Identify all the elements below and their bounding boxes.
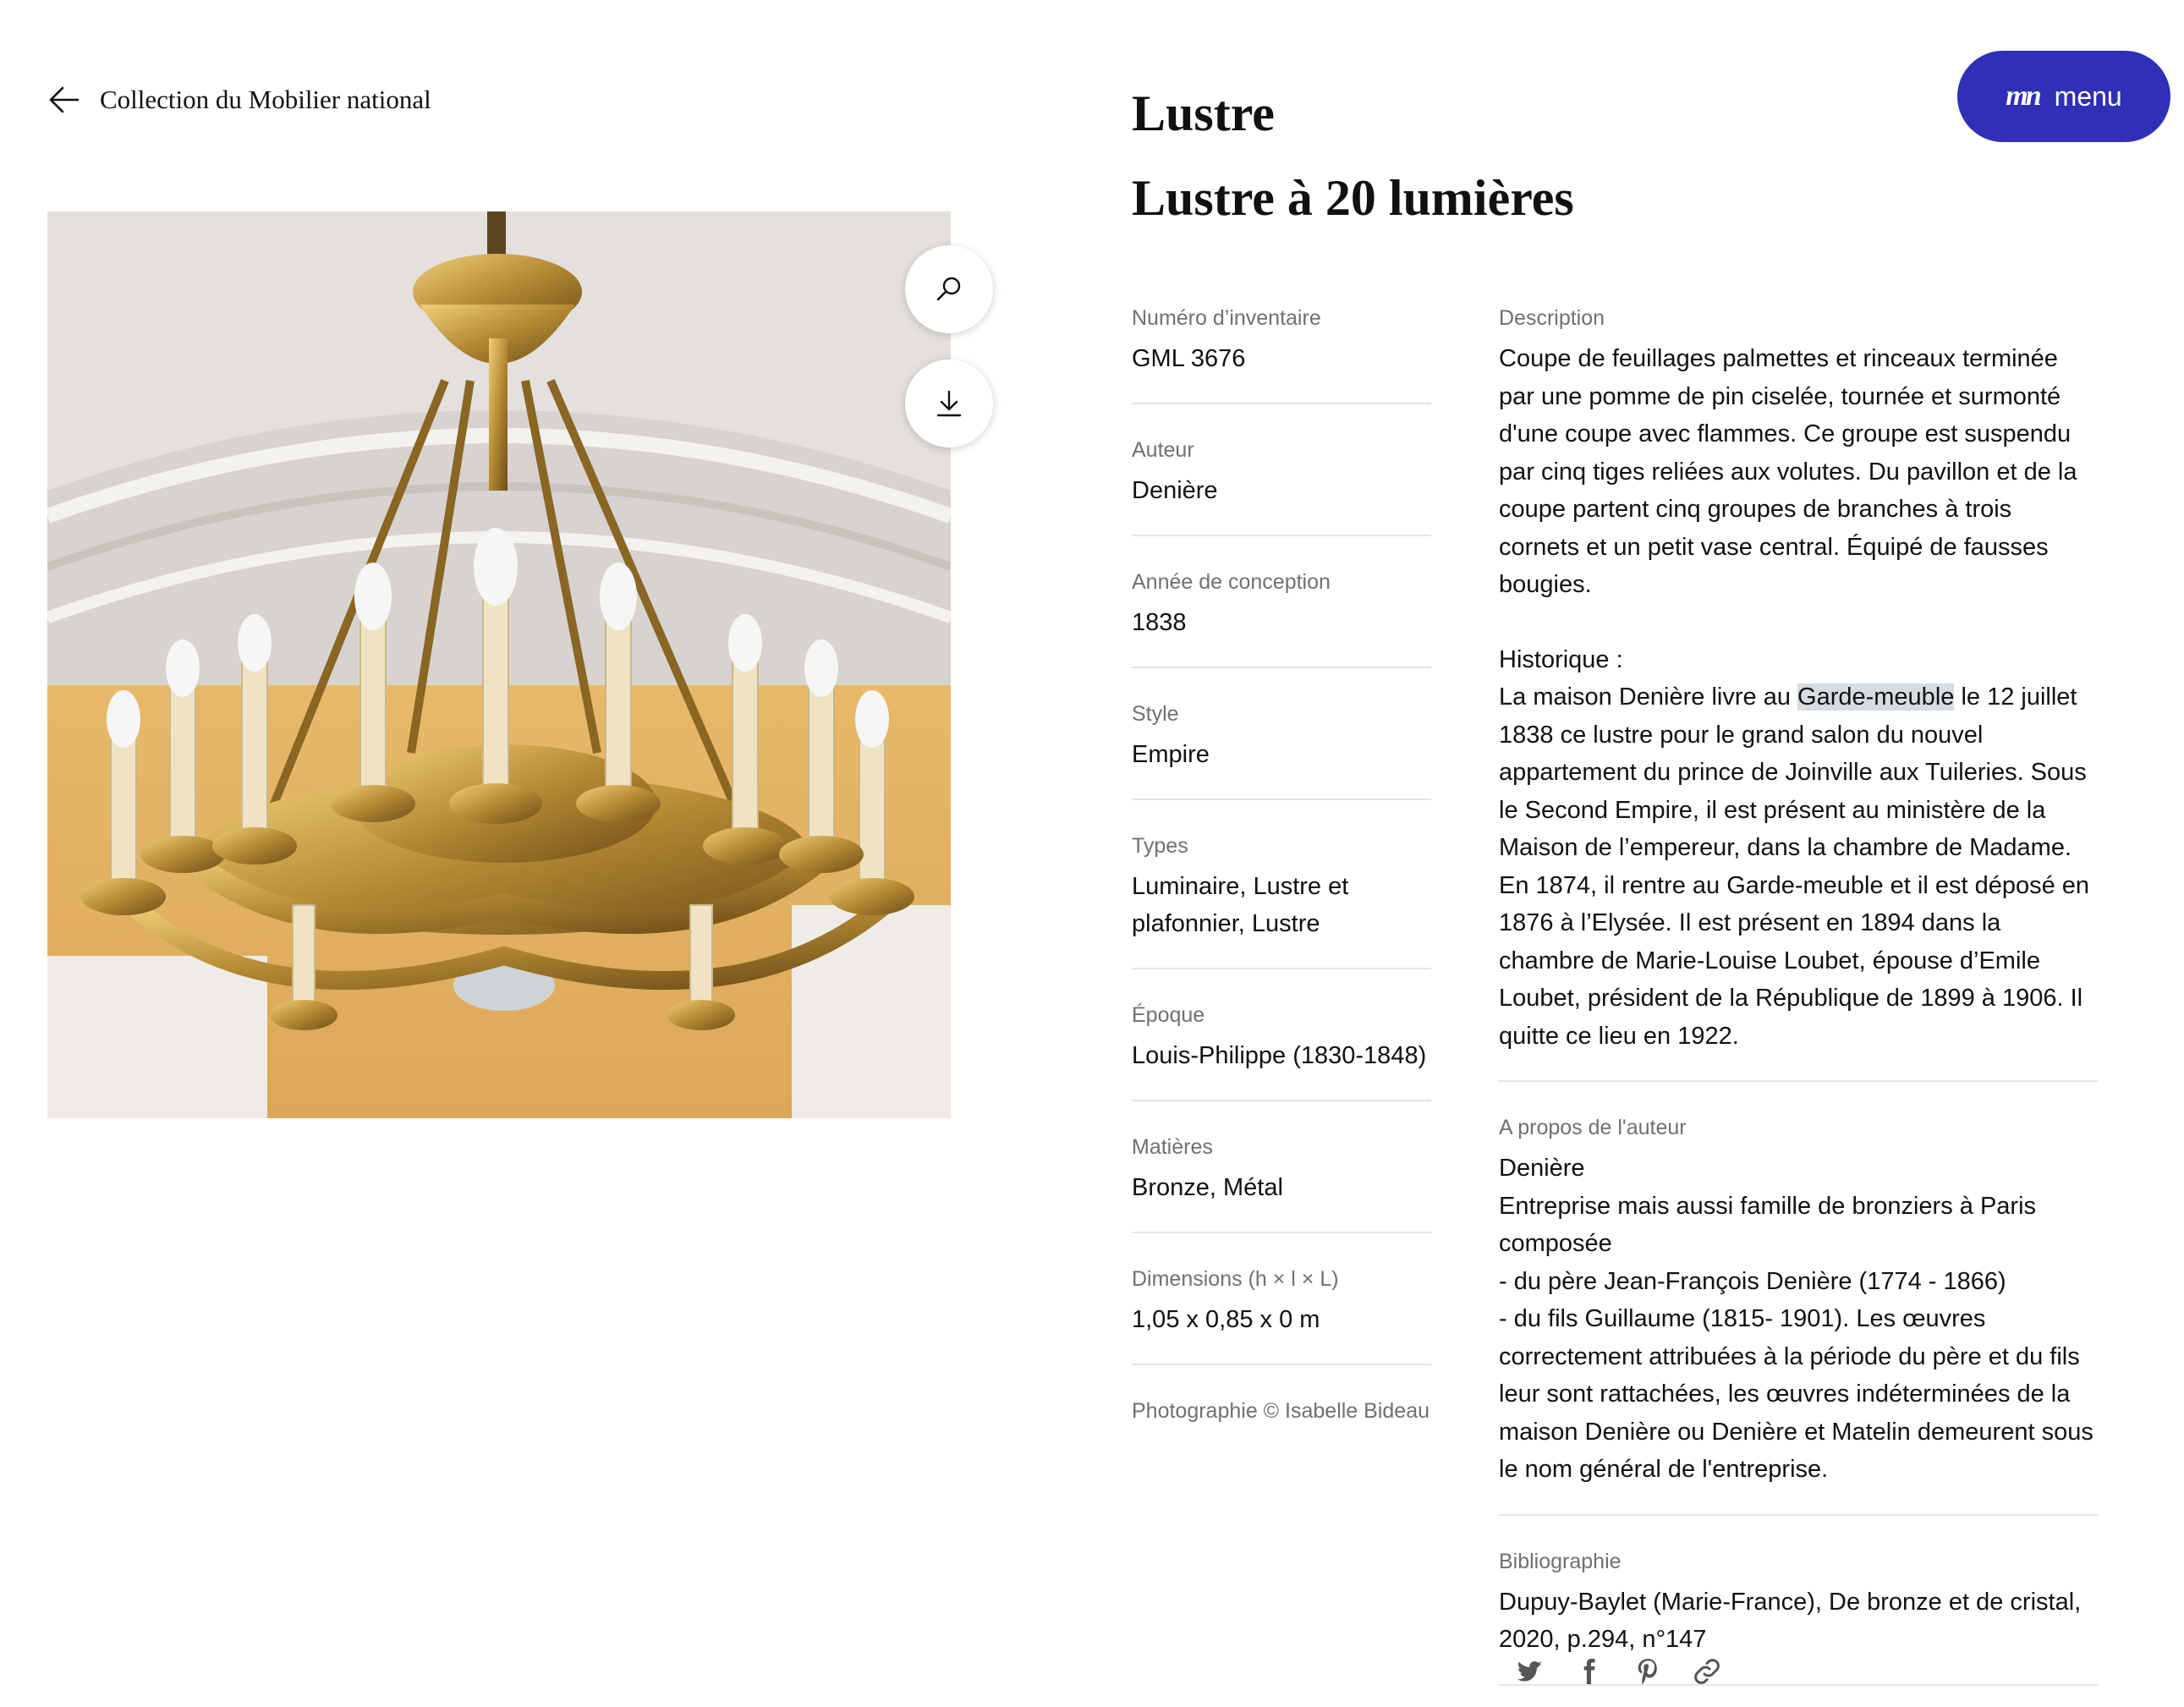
pinterest-icon bbox=[1633, 1656, 1663, 1687]
photo-credit bbox=[1132, 1387, 1431, 1452]
meta-period bbox=[1132, 991, 1431, 1101]
download-button[interactable] bbox=[905, 360, 993, 447]
object-subtitle: Lustre à 20 lumières bbox=[1132, 170, 1574, 226]
copy-link-button[interactable] bbox=[1692, 1656, 1722, 1687]
meta-style bbox=[1132, 690, 1431, 800]
author-section-label: A propos de l'auteur bbox=[1499, 1116, 1687, 1139]
meta-label: Époque bbox=[1132, 1003, 1205, 1027]
meta-value: Louis-Philippe (1830-1848) bbox=[1132, 1042, 1427, 1069]
meta-types bbox=[1132, 822, 1431, 969]
history-highlight: Garde-meuble bbox=[1797, 683, 1955, 711]
arrow-left-icon bbox=[47, 83, 81, 117]
chandelier-image bbox=[47, 211, 951, 1118]
history-text bbox=[1499, 678, 2098, 1055]
meta-year bbox=[1132, 558, 1431, 668]
meta-label: Dimensions (h × l × L) bbox=[1132, 1267, 1339, 1291]
bibliography-text: Dupuy-Baylet (Marie-France), De bronze et de cristal, 2020, p.294, n°147 bbox=[1499, 1588, 2082, 1653]
description-column bbox=[1499, 294, 2098, 1707]
back-link-label: Collection du Mobilier national bbox=[100, 85, 431, 114]
pinterest-share-button[interactable] bbox=[1633, 1656, 1663, 1687]
meta-value: 1838 bbox=[1132, 609, 1187, 636]
facebook-share-button[interactable] bbox=[1573, 1656, 1604, 1687]
meta-label: Année de conception bbox=[1132, 570, 1331, 594]
meta-label: Numéro d’inventaire bbox=[1132, 306, 1321, 330]
history-text-end: le 12 juillet 1838 ce lustre pour le grand salon du nouvel appartement du prince de Joinville aux Tuileries. Sous le Second Empire, il est présent au ministère de la Maison de l’empereur, dans la chambre de Madame. En 1874, il rentre au Garde-meuble et il est déposé en 1876 à l’Elysée. Il est présent en 1894 dans la chambre de Marie-Louise Loubet, épouse d’Emile Loubet, président de la République de 1899 à 1906. Il quitte ce lieu en 1922. bbox=[1499, 683, 2090, 1050]
history-heading: Historique : bbox=[1499, 645, 1623, 673]
link-icon bbox=[1692, 1656, 1722, 1687]
mobilier-logo-icon: mn bbox=[2006, 80, 2039, 112]
metadata-list bbox=[1132, 294, 1431, 1474]
photo-credit-text: Photographie © Isabelle Bideau bbox=[1132, 1399, 1430, 1423]
meta-author bbox=[1132, 426, 1431, 536]
description-label: Description bbox=[1499, 306, 1605, 330]
twitter-share-button[interactable] bbox=[1514, 1656, 1545, 1687]
share-bar bbox=[1514, 1656, 1722, 1687]
meta-value: Luminaire, Lustre et plafonnier, Lustre bbox=[1132, 873, 1349, 937]
menu-button[interactable] bbox=[1957, 51, 2170, 142]
meta-dimensions bbox=[1132, 1255, 1431, 1365]
object-title: Lustre bbox=[1132, 85, 1275, 141]
meta-label: Style bbox=[1132, 702, 1179, 726]
object-photo bbox=[47, 211, 951, 1118]
search-icon bbox=[934, 274, 964, 305]
bibliography-label: Bibliographie bbox=[1499, 1549, 1622, 1573]
meta-materials bbox=[1132, 1123, 1431, 1233]
meta-label: Matières bbox=[1132, 1135, 1213, 1159]
meta-value: Empire bbox=[1132, 741, 1210, 768]
author-text: Entreprise mais aussi famille de bronziers à Paris composée - du père Jean-François Denière (1774 - 1866) - du fils Guillaume (1815- 1901). Les œuvres correctement attribuées à la période du père et du fils leur sont rattachées, les œuvres indéterminées de la maison Denière ou Denière et Matelin demeurent sous le nom général de l'entreprise. bbox=[1499, 1192, 2093, 1483]
meta-value: Denière bbox=[1132, 477, 1218, 504]
download-icon bbox=[934, 388, 964, 419]
author-section bbox=[1499, 1104, 2098, 1516]
meta-inventory bbox=[1132, 294, 1431, 404]
meta-value: GML 3676 bbox=[1132, 345, 1246, 372]
meta-value: Bronze, Métal bbox=[1132, 1174, 1283, 1201]
menu-label: menu bbox=[2054, 80, 2122, 112]
author-name: Denière bbox=[1499, 1155, 1585, 1182]
twitter-icon bbox=[1514, 1656, 1545, 1687]
back-link[interactable] bbox=[47, 83, 431, 117]
description-text: Coupe de feuillages palmettes et rinceaux terminée par une pomme de pin ciselée, tournée et surmonté d'une coupe avec flammes. Ce groupe est suspendu par cinq tiges reliées aux volutes. Du pavillon et de la coupe partent cinq groupes de branches à trois cornets et un petit vase central. Équipé de fausses bougies. bbox=[1499, 345, 2077, 598]
zoom-button[interactable] bbox=[905, 245, 993, 333]
description-section bbox=[1499, 294, 2098, 1082]
meta-value: 1,05 x 0,85 x 0 m bbox=[1132, 1306, 1320, 1333]
meta-label: Auteur bbox=[1132, 438, 1194, 462]
facebook-icon bbox=[1573, 1656, 1604, 1687]
meta-label: Types bbox=[1132, 834, 1188, 858]
history-text-start: La maison Denière livre au bbox=[1499, 683, 1798, 711]
